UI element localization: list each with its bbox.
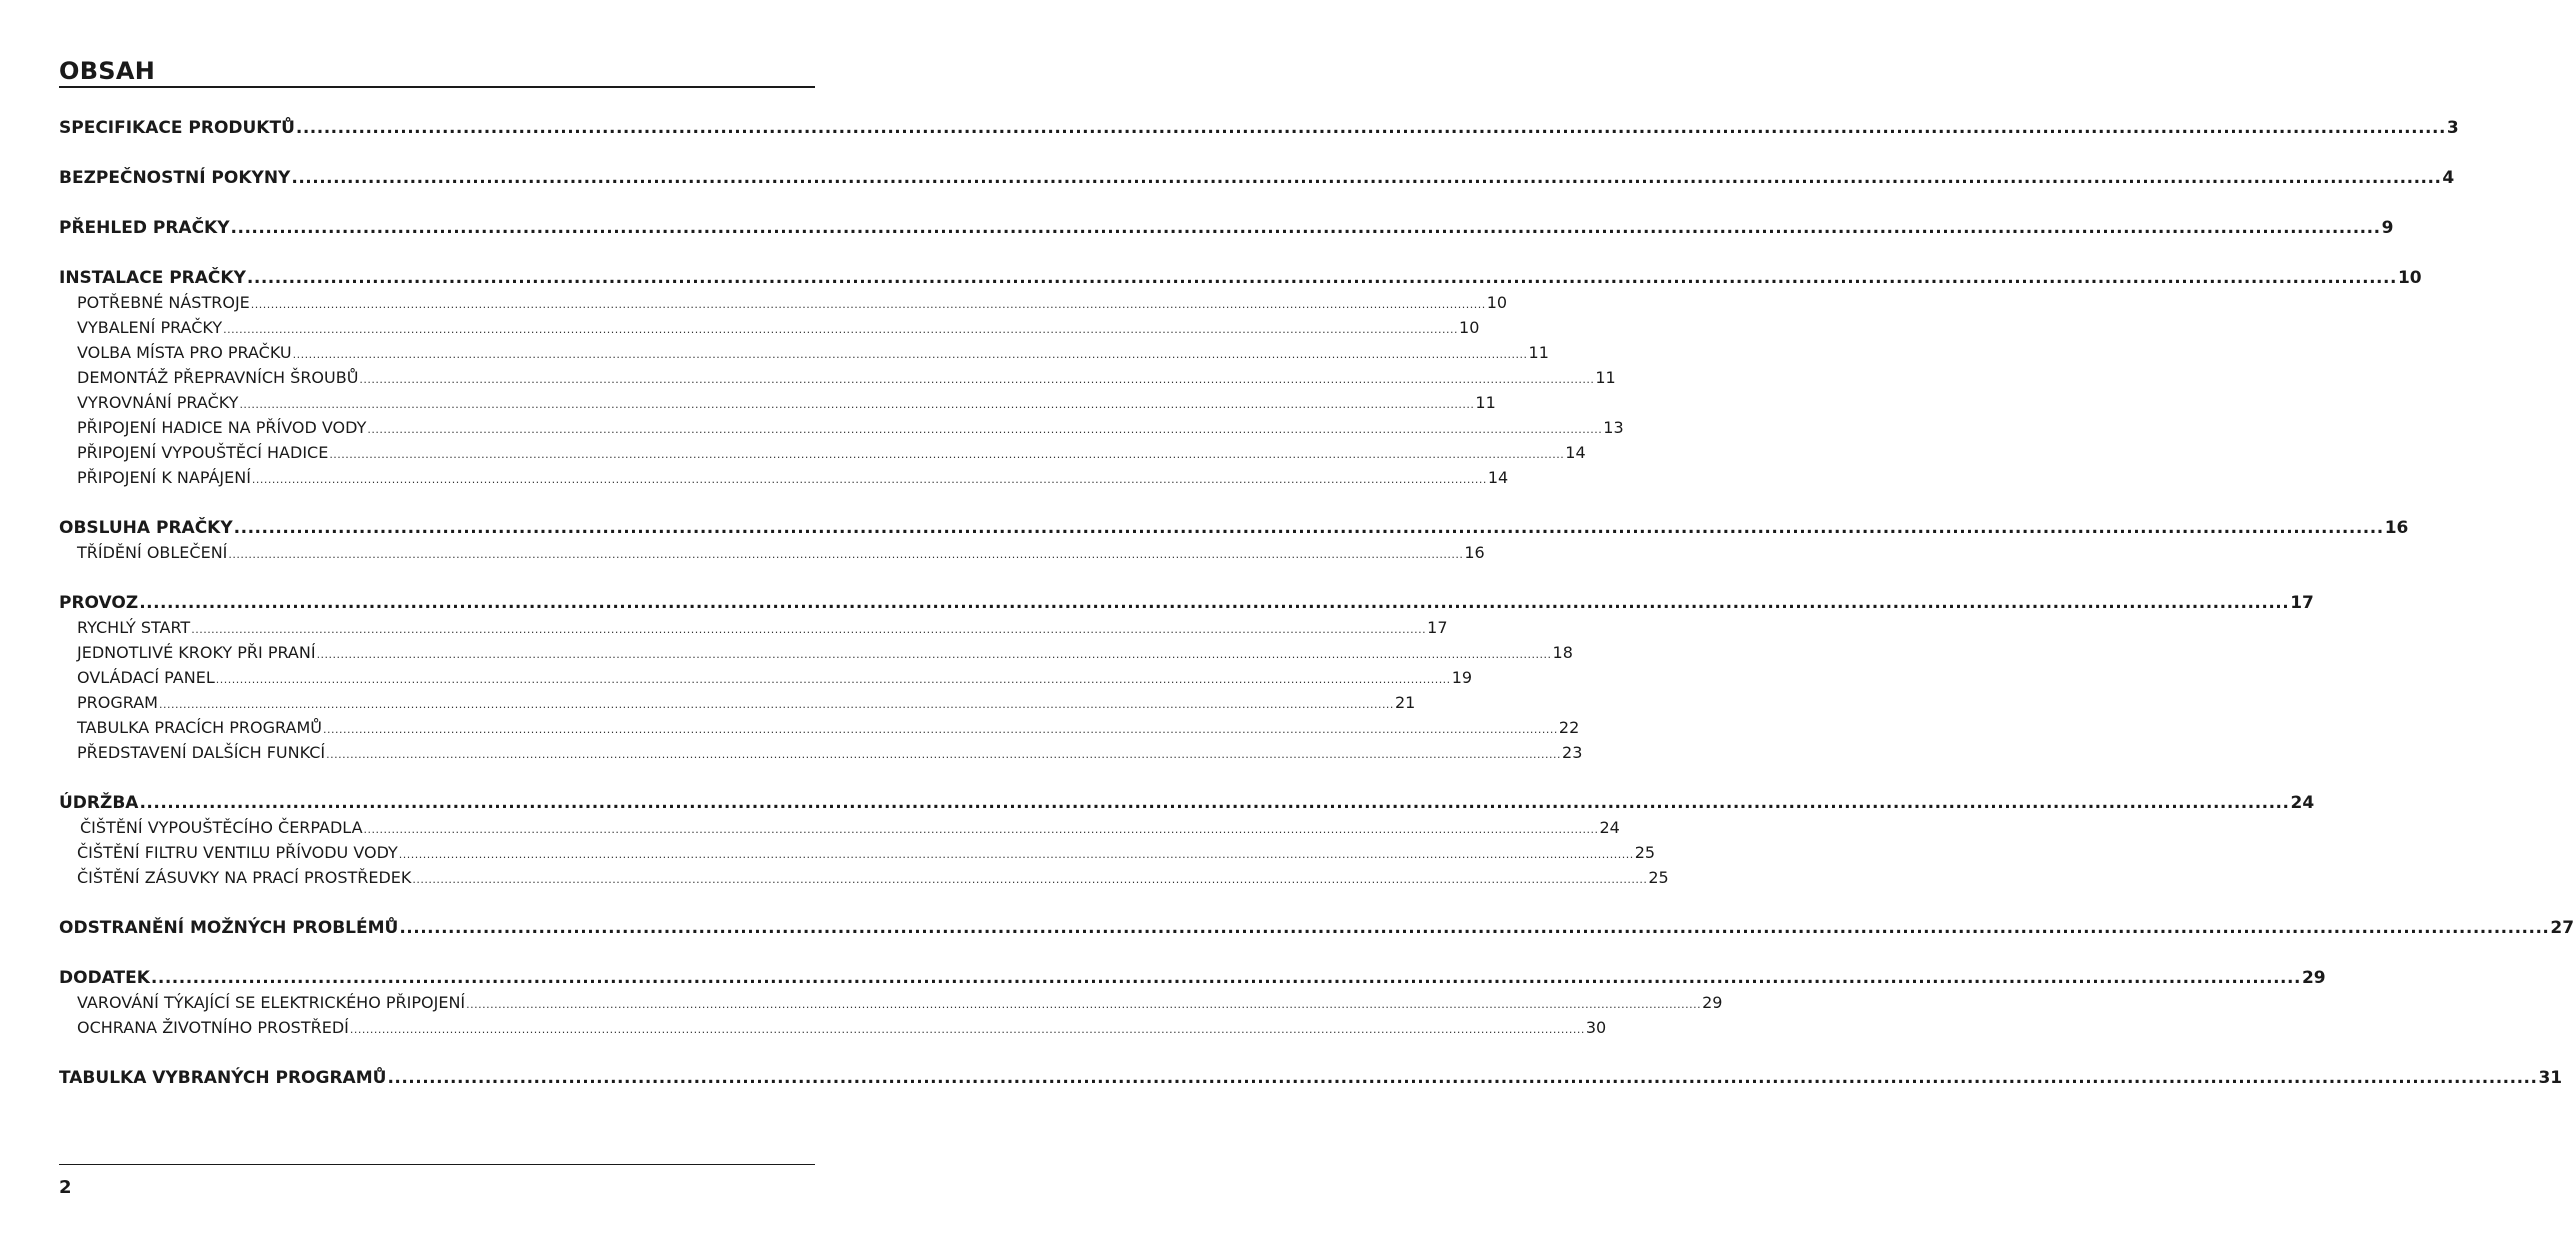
dot-leader: ..................................................................................................................................................................................................................................................................................................................... [150,968,2301,988]
toc-subentry[interactable] [59,641,1573,665]
toc-entry[interactable] [59,116,2459,140]
toc-subentry-label: VOLBA MÍSTA PRO PRAČKU [77,343,292,362]
toc-entry-page: 9 [2381,218,2394,238]
dot-leader: ..................................................................................................................................................................................................................................................................................................................... [251,473,1487,486]
toc-subentry[interactable] [59,291,1508,315]
toc-subentry-label: ČIŠTĚNÍ ZÁSUVKY NA PRACÍ PROSTŘEDEK [77,868,412,887]
toc-subentry-label: PŘIPOJENÍ HADICE NA PŘÍVOD VODY [77,418,367,437]
dot-leader: ..................................................................................................................................................................................................................................................................................................................... [291,168,2442,188]
toc-entry[interactable] [59,791,2315,815]
toc-subentry-label: RYCHLÝ START [77,618,191,637]
toc-entry[interactable] [59,266,2422,290]
toc-subentry[interactable] [59,466,1509,490]
toc-subentry[interactable] [59,441,1586,465]
toc-entry-page: 29 [2301,968,2326,988]
toc-entry-label: SPECIFIKACE PRODUKTŮ [59,118,295,138]
toc-subentry-label: TABULKA PRACÍCH PROGRAMŮ [77,718,322,737]
toc-entry-page: 27 [2550,918,2574,938]
toc-entry-page: 4 [2442,168,2455,188]
toc-subentry[interactable] [59,666,1473,690]
toc-subentry-page: 18 [1552,643,1573,662]
dot-leader: ..................................................................................................................................................................................................................................................................................................................... [246,268,2397,288]
toc-subentry-page: 21 [1394,693,1416,712]
toc-entry-label: ÚDRŽBA [59,793,139,813]
dot-leader: ..................................................................................................................................................................................................................................................................................................................... [466,998,1702,1011]
toc-entry-page: 31 [2538,1068,2563,1088]
dot-leader: ..................................................................................................................................................................................................................................................................................................................... [239,398,1475,411]
dot-leader: ..................................................................................................................................................................................................................................................................................................................... [191,623,1427,636]
toc-subentry-page: 14 [1487,468,1509,487]
toc-subentry[interactable] [59,991,1723,1015]
footer-divider [59,1164,815,1165]
toc-subentry[interactable] [59,341,1549,365]
toc-subentry-page: 22 [1558,718,1580,737]
toc-entry-label: INSTALACE PRAČKY [59,268,246,288]
toc-entry-page: 24 [2290,793,2315,813]
toc-subentry[interactable] [59,716,1580,740]
toc-subentry[interactable] [59,816,1620,840]
toc-subentry[interactable] [59,416,1624,440]
toc-subentry-page: 14 [1565,443,1586,462]
dot-leader: ..................................................................................................................................................................................................................................................................................................................... [233,518,2384,538]
toc-entry[interactable] [59,591,2314,615]
dot-leader: ..................................................................................................................................................................................................................................................................................................................... [363,823,1599,836]
toc-subentry-page: 13 [1603,418,1624,437]
page-number: 2 [59,1177,72,1198]
toc-entry-page: 16 [2384,518,2409,538]
toc-entry-label: OBSLUHA PRAČKY [59,518,233,538]
dot-leader: ..................................................................................................................................................................................................................................................................................................................... [326,748,1562,761]
toc-entry-label: ODSTRANĚNÍ MOŽNÝCH PROBLÉMŮ [59,918,399,938]
toc-entry[interactable] [59,966,2326,990]
toc-entry-page: 3 [2446,118,2459,138]
toc-subentry-page: 19 [1451,668,1473,687]
toc-subentry[interactable] [59,1016,1607,1040]
dot-leader: ..................................................................................................................................................................................................................................................................................................................... [295,118,2446,138]
dot-leader: ..................................................................................................................................................................................................................................................................................................................... [329,448,1565,461]
toc-subentry-label: DEMONTÁŽ PŘEPRAVNÍCH ŠROUBŮ [77,368,359,387]
dot-leader: ..................................................................................................................................................................................................................................................................................................................... [387,1068,2538,1088]
toc-subentry-page: 30 [1585,1018,1607,1037]
toc-subentry-label: ČIŠTĚNÍ VYPOUŠTĚCÍHO ČERPADLA [80,818,363,837]
toc-subentry-label: PROGRAM [77,693,158,712]
dot-leader: ..................................................................................................................................................................................................................................................................................................................... [223,323,1459,336]
toc-subentry-page: 10 [1459,318,1480,337]
toc-subentry[interactable] [59,841,1656,865]
toc-subentry[interactable] [59,366,1616,390]
toc-subentry-label: VYBALENÍ PRAČKY [77,318,223,337]
toc-subentry[interactable] [59,866,1669,890]
toc-entry-label: BEZPEČNOSTNÍ POKYNY [59,168,291,188]
dot-leader: ..................................................................................................................................................................................................................................................................................................................... [399,918,2550,938]
dot-leader: ..................................................................................................................................................................................................................................................................................................................... [349,1023,1585,1036]
dot-leader: ..................................................................................................................................................................................................................................................................................................................... [139,793,2290,813]
dot-leader: ..................................................................................................................................................................................................................................................................................................................... [230,218,2381,238]
toc-entry[interactable] [59,1066,2563,1090]
toc-entry-label: DODATEK [59,968,150,988]
toc-subentry-page: 17 [1427,618,1448,637]
toc-subentry-page: 11 [1595,368,1616,387]
toc-subentry-label: VAROVÁNÍ TÝKAJÍCÍ SE ELEKTRICKÉHO PŘIPOJENÍ [77,993,466,1012]
dot-leader: ..................................................................................................................................................................................................................................................................................................................... [398,848,1634,861]
toc-subentry-page: 10 [1486,293,1508,312]
toc-subentry-page: 11 [1475,393,1496,412]
toc-subentry[interactable] [59,691,1416,715]
toc-subentry-page: 25 [1634,843,1656,862]
toc-entry[interactable] [59,916,2574,940]
dot-leader: ..................................................................................................................................................................................................................................................................................................................... [316,648,1552,661]
toc-subentry-label: PŘIPOJENÍ VYPOUŠTĚCÍ HADICE [77,443,329,462]
dot-leader: ..................................................................................................................................................................................................................................................................................................................... [215,673,1451,686]
toc-subentry[interactable] [59,391,1496,415]
toc-entry-page: 10 [2397,268,2422,288]
toc-entry-label: PŘEHLED PRAČKY [59,218,230,238]
toc-subentry-page: 16 [1464,543,1485,562]
dot-leader: ..................................................................................................................................................................................................................................................................................................................... [250,298,1486,311]
toc-subentry-page: 11 [1528,343,1549,362]
toc-entry[interactable] [59,516,2409,540]
toc-subentry-page: 24 [1599,818,1620,837]
dot-leader: ..................................................................................................................................................................................................................................................................................................................... [322,723,1558,736]
dot-leader: ..................................................................................................................................................................................................................................................................................................................... [228,548,1464,561]
toc-subentry-label: OVLÁDACÍ PANEL [77,668,215,687]
dot-leader: ..................................................................................................................................................................................................................................................................................................................... [139,593,2290,613]
toc-entry[interactable] [59,166,2455,190]
toc-subentry-label: TŘÍDĚNÍ OBLEČENÍ [77,543,228,562]
toc-entry-page: 17 [2290,593,2314,613]
toc-subentry-page: 23 [1562,743,1583,762]
toc-subentry-page: 25 [1648,868,1669,887]
page-title: OBSAH [59,57,156,85]
toc-subentry[interactable] [59,316,1480,340]
toc-subentry[interactable] [59,741,1583,765]
toc-subentry-label: PŘEDSTAVENÍ DALŠÍCH FUNKCÍ [77,743,326,762]
toc-subentry-label: VYROVNÁNÍ PRAČKY [77,393,239,412]
toc-subentry-label: POTŘEBNÉ NÁSTROJE [77,293,250,312]
dot-leader: ..................................................................................................................................................................................................................................................................................................................... [292,348,1528,361]
toc-entry-label: PROVOZ [59,593,139,613]
title-divider [59,86,815,88]
toc-entry[interactable] [59,216,2394,240]
toc-subentry-label: OCHRANA ŽIVOTNÍHO PROSTŘEDÍ [77,1018,349,1037]
dot-leader: ..................................................................................................................................................................................................................................................................................................................... [359,373,1595,386]
toc-subentry-label: ČIŠTĚNÍ FILTRU VENTILU PŘÍVODU VODY [77,843,398,862]
toc-subentry-page: 29 [1702,993,1723,1012]
toc-subentry[interactable] [59,616,1448,640]
dot-leader: ..................................................................................................................................................................................................................................................................................................................... [412,873,1648,886]
toc-subentry-label: PŘIPOJENÍ K NAPÁJENÍ [77,468,251,487]
toc-entry-label: TABULKA VYBRANÝCH PROGRAMŮ [59,1068,387,1088]
dot-leader: ..................................................................................................................................................................................................................................................................................................................... [367,423,1603,436]
toc-subentry-label: JEDNOTLIVÉ KROKY PŘI PRANÍ [77,643,316,662]
toc-subentry[interactable] [59,541,1485,565]
dot-leader: ..................................................................................................................................................................................................................................................................................................................... [158,698,1394,711]
